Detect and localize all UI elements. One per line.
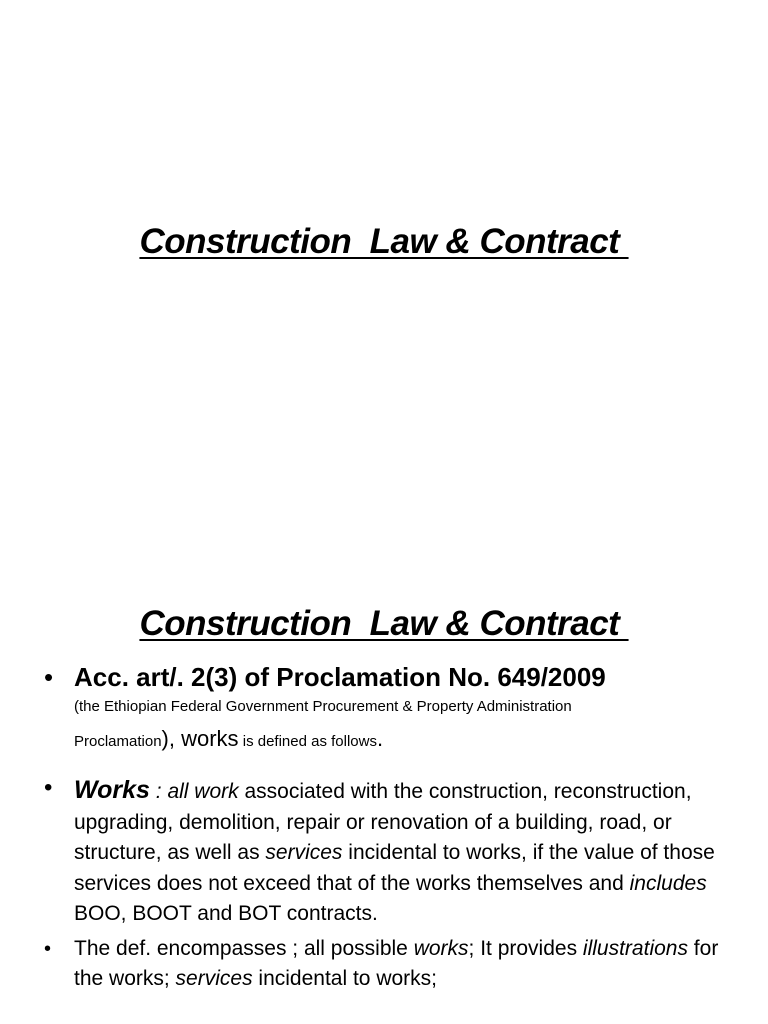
proclamation-word: Proclamation: [74, 733, 162, 750]
includes-term: includes: [629, 871, 707, 895]
illustrations-term: illustrations: [582, 936, 688, 960]
encompasses-text-d: incidental to works;: [252, 967, 437, 990]
encompasses-text-b: ; It provides: [468, 936, 583, 960]
bullet-dot-icon: •: [44, 937, 52, 960]
bullet-subtext: (the Ethiopian Federal Government Procurement & Property Administration: [74, 698, 572, 715]
bullet-list: [44, 660, 734, 995]
all-work-text: : all work: [149, 780, 239, 803]
defined-text: is defined as follows: [238, 733, 377, 750]
encompasses-text-c: for the works;: [74, 936, 719, 990]
works-word: works: [181, 726, 239, 751]
paren-close: ),: [161, 726, 182, 751]
bullet-item-proclamation: [44, 660, 734, 757]
encompasses-text-a: The def. encompasses ; all possible: [74, 936, 414, 960]
bullet-subtext-continued: [74, 722, 734, 757]
bullet-heading: Acc. art/. 2(3) of Proclamation No. 649/2009: [74, 662, 606, 692]
definition-text-a: associated with the construction, reconstruction, upgrading, demolition, repair or renovation of a building, road, or structure, as well as: [74, 780, 692, 864]
bullet-dot-icon: •: [44, 662, 54, 692]
bullet-item-encompasses: [44, 934, 734, 995]
definition-text-c: BOO, BOOT and BOT contracts.: [74, 902, 378, 925]
slide-title-second: Construction Law & Contract: [139, 604, 629, 643]
works-term: Works: [74, 776, 150, 804]
definition-text-b: incidental to works, if the value of those services does not exceed that of the works themselves and: [74, 841, 715, 895]
period: .: [376, 726, 384, 751]
bullet-dot-icon: •: [44, 774, 53, 801]
slide-title: Construction Law & Contract: [139, 222, 629, 261]
services-term: services: [265, 841, 343, 864]
services-term-italic: services: [175, 967, 253, 990]
bullet-item-works-definition: [44, 775, 734, 930]
works-term-italic: works: [413, 936, 469, 960]
